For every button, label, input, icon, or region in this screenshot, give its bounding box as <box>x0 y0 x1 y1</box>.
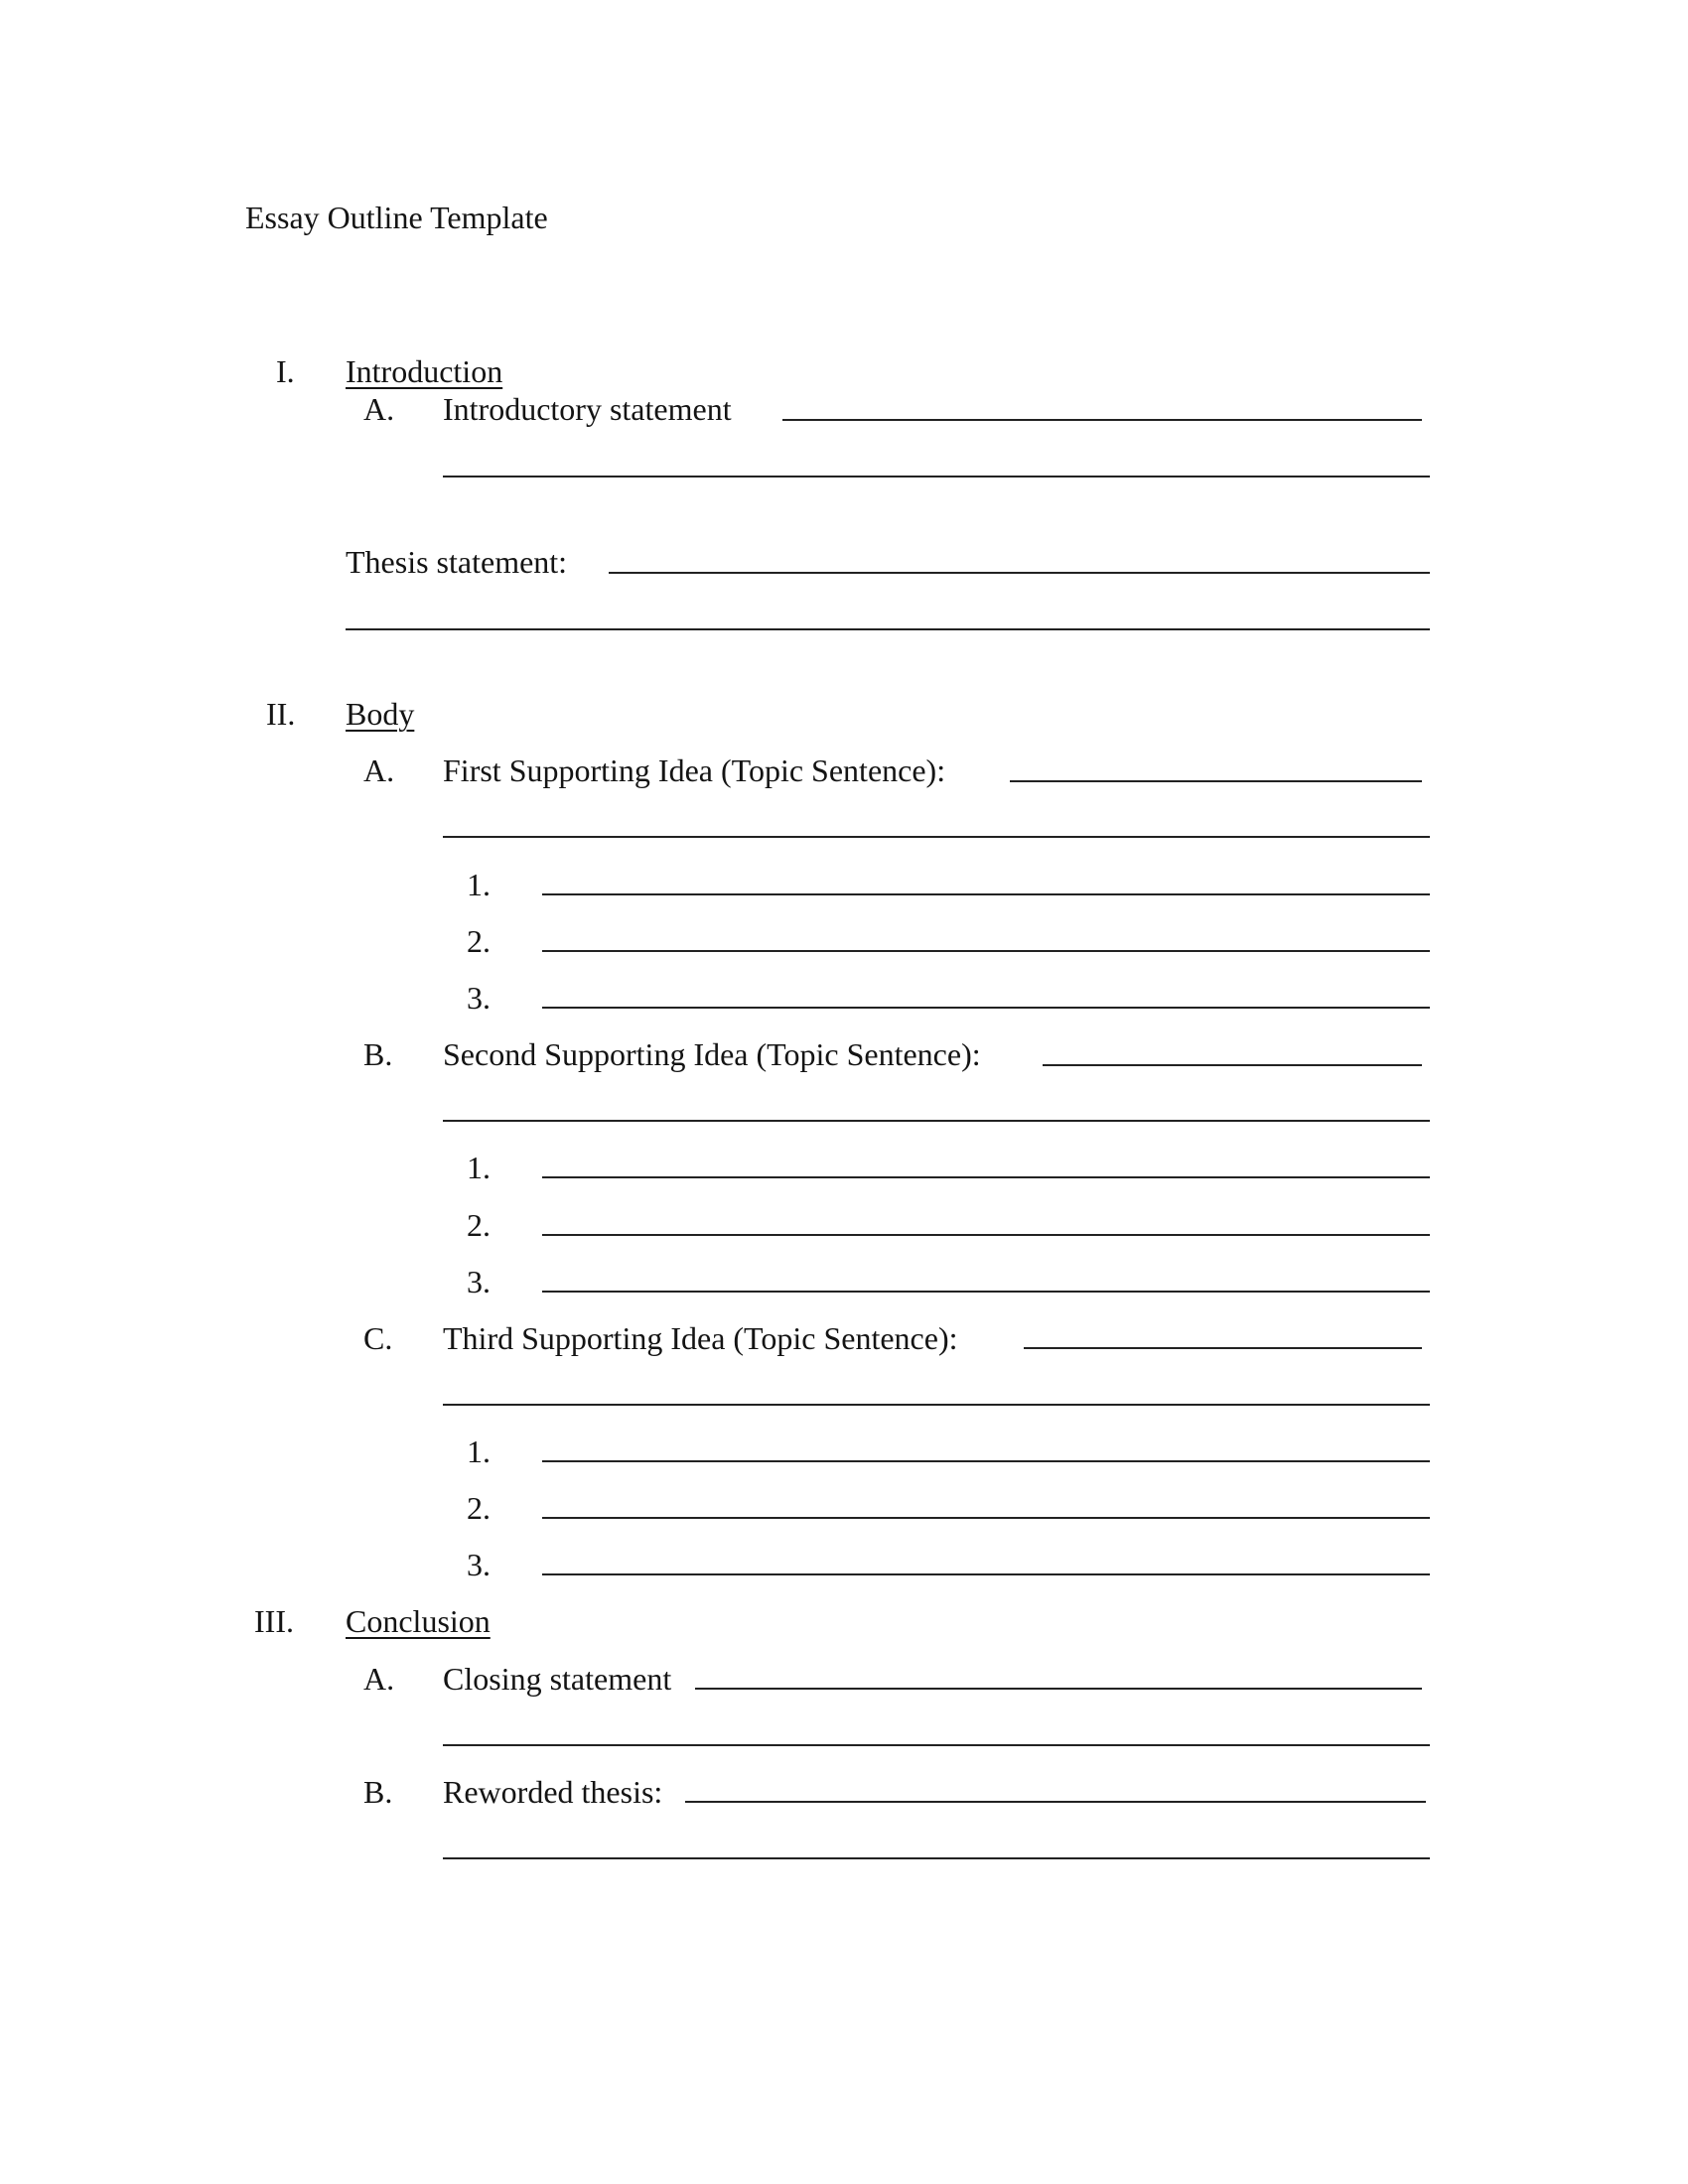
reworded-thesis-label: Reworded thesis: <box>443 1774 663 1810</box>
introductory-statement-label: Introductory statement <box>443 391 732 427</box>
section-numeral-body: II. <box>266 696 296 732</box>
subitem-number-c1: 1. <box>467 1433 491 1469</box>
item-letter-conclusion-a: A. <box>363 1661 395 1697</box>
supporting-detail-blank-c3[interactable] <box>542 1573 1430 1575</box>
closing-statement-blank[interactable] <box>695 1688 1422 1690</box>
third-supporting-idea-label: Third Supporting Idea (Topic Sentence): <box>443 1320 958 1356</box>
item-letter-conclusion-b: B. <box>363 1774 393 1810</box>
supporting-detail-blank-b2[interactable] <box>542 1234 1430 1236</box>
introductory-statement-blank[interactable] <box>782 419 1422 421</box>
third-supporting-idea-blank[interactable] <box>1024 1347 1422 1349</box>
subitem-number-c2: 2. <box>467 1490 491 1526</box>
item-letter-intro-a: A. <box>363 391 395 427</box>
introductory-statement-blank-line-2[interactable] <box>443 476 1430 478</box>
closing-statement-label: Closing statement <box>443 1661 672 1697</box>
page-title: Essay Outline Template <box>245 200 548 235</box>
section-heading-introduction: Introduction <box>346 353 503 389</box>
subitem-number-a3: 3. <box>467 980 491 1016</box>
subitem-number-b2: 2. <box>467 1207 491 1243</box>
subitem-number-a2: 2. <box>467 923 491 959</box>
thesis-statement-blank[interactable] <box>609 572 1430 574</box>
supporting-detail-blank-c2[interactable] <box>542 1517 1430 1519</box>
first-supporting-idea-blank[interactable] <box>1010 780 1422 782</box>
second-supporting-idea-blank[interactable] <box>1043 1064 1422 1066</box>
thesis-statement-label: Thesis statement: <box>346 544 568 580</box>
section-heading-body: Body <box>346 696 415 732</box>
first-supporting-idea-label: First Supporting Idea (Topic Sentence): <box>443 752 946 788</box>
third-supporting-idea-blank-line-2[interactable] <box>443 1404 1430 1406</box>
first-supporting-idea-blank-line-2[interactable] <box>443 836 1430 838</box>
reworded-thesis-blank-line-2[interactable] <box>443 1857 1430 1859</box>
supporting-detail-blank-b1[interactable] <box>542 1176 1430 1178</box>
section-numeral-introduction: I. <box>276 353 295 389</box>
subitem-number-b3: 3. <box>467 1264 491 1299</box>
thesis-statement-blank-line-2[interactable] <box>346 628 1430 630</box>
section-numeral-conclusion: III. <box>254 1603 294 1639</box>
second-supporting-idea-blank-line-2[interactable] <box>443 1120 1430 1122</box>
supporting-detail-blank-b3[interactable] <box>542 1291 1430 1293</box>
section-heading-conclusion: Conclusion <box>346 1603 491 1639</box>
supporting-detail-blank-a1[interactable] <box>542 893 1430 895</box>
subitem-number-a1: 1. <box>467 867 491 902</box>
item-letter-body-a: A. <box>363 752 395 788</box>
supporting-detail-blank-c1[interactable] <box>542 1460 1430 1462</box>
subitem-number-c3: 3. <box>467 1547 491 1582</box>
supporting-detail-blank-a3[interactable] <box>542 1007 1430 1009</box>
item-letter-body-b: B. <box>363 1036 393 1072</box>
subitem-number-b1: 1. <box>467 1150 491 1185</box>
reworded-thesis-blank[interactable] <box>685 1801 1426 1803</box>
closing-statement-blank-line-2[interactable] <box>443 1744 1430 1746</box>
second-supporting-idea-label: Second Supporting Idea (Topic Sentence): <box>443 1036 981 1072</box>
supporting-detail-blank-a2[interactable] <box>542 950 1430 952</box>
item-letter-body-c: C. <box>363 1320 393 1356</box>
